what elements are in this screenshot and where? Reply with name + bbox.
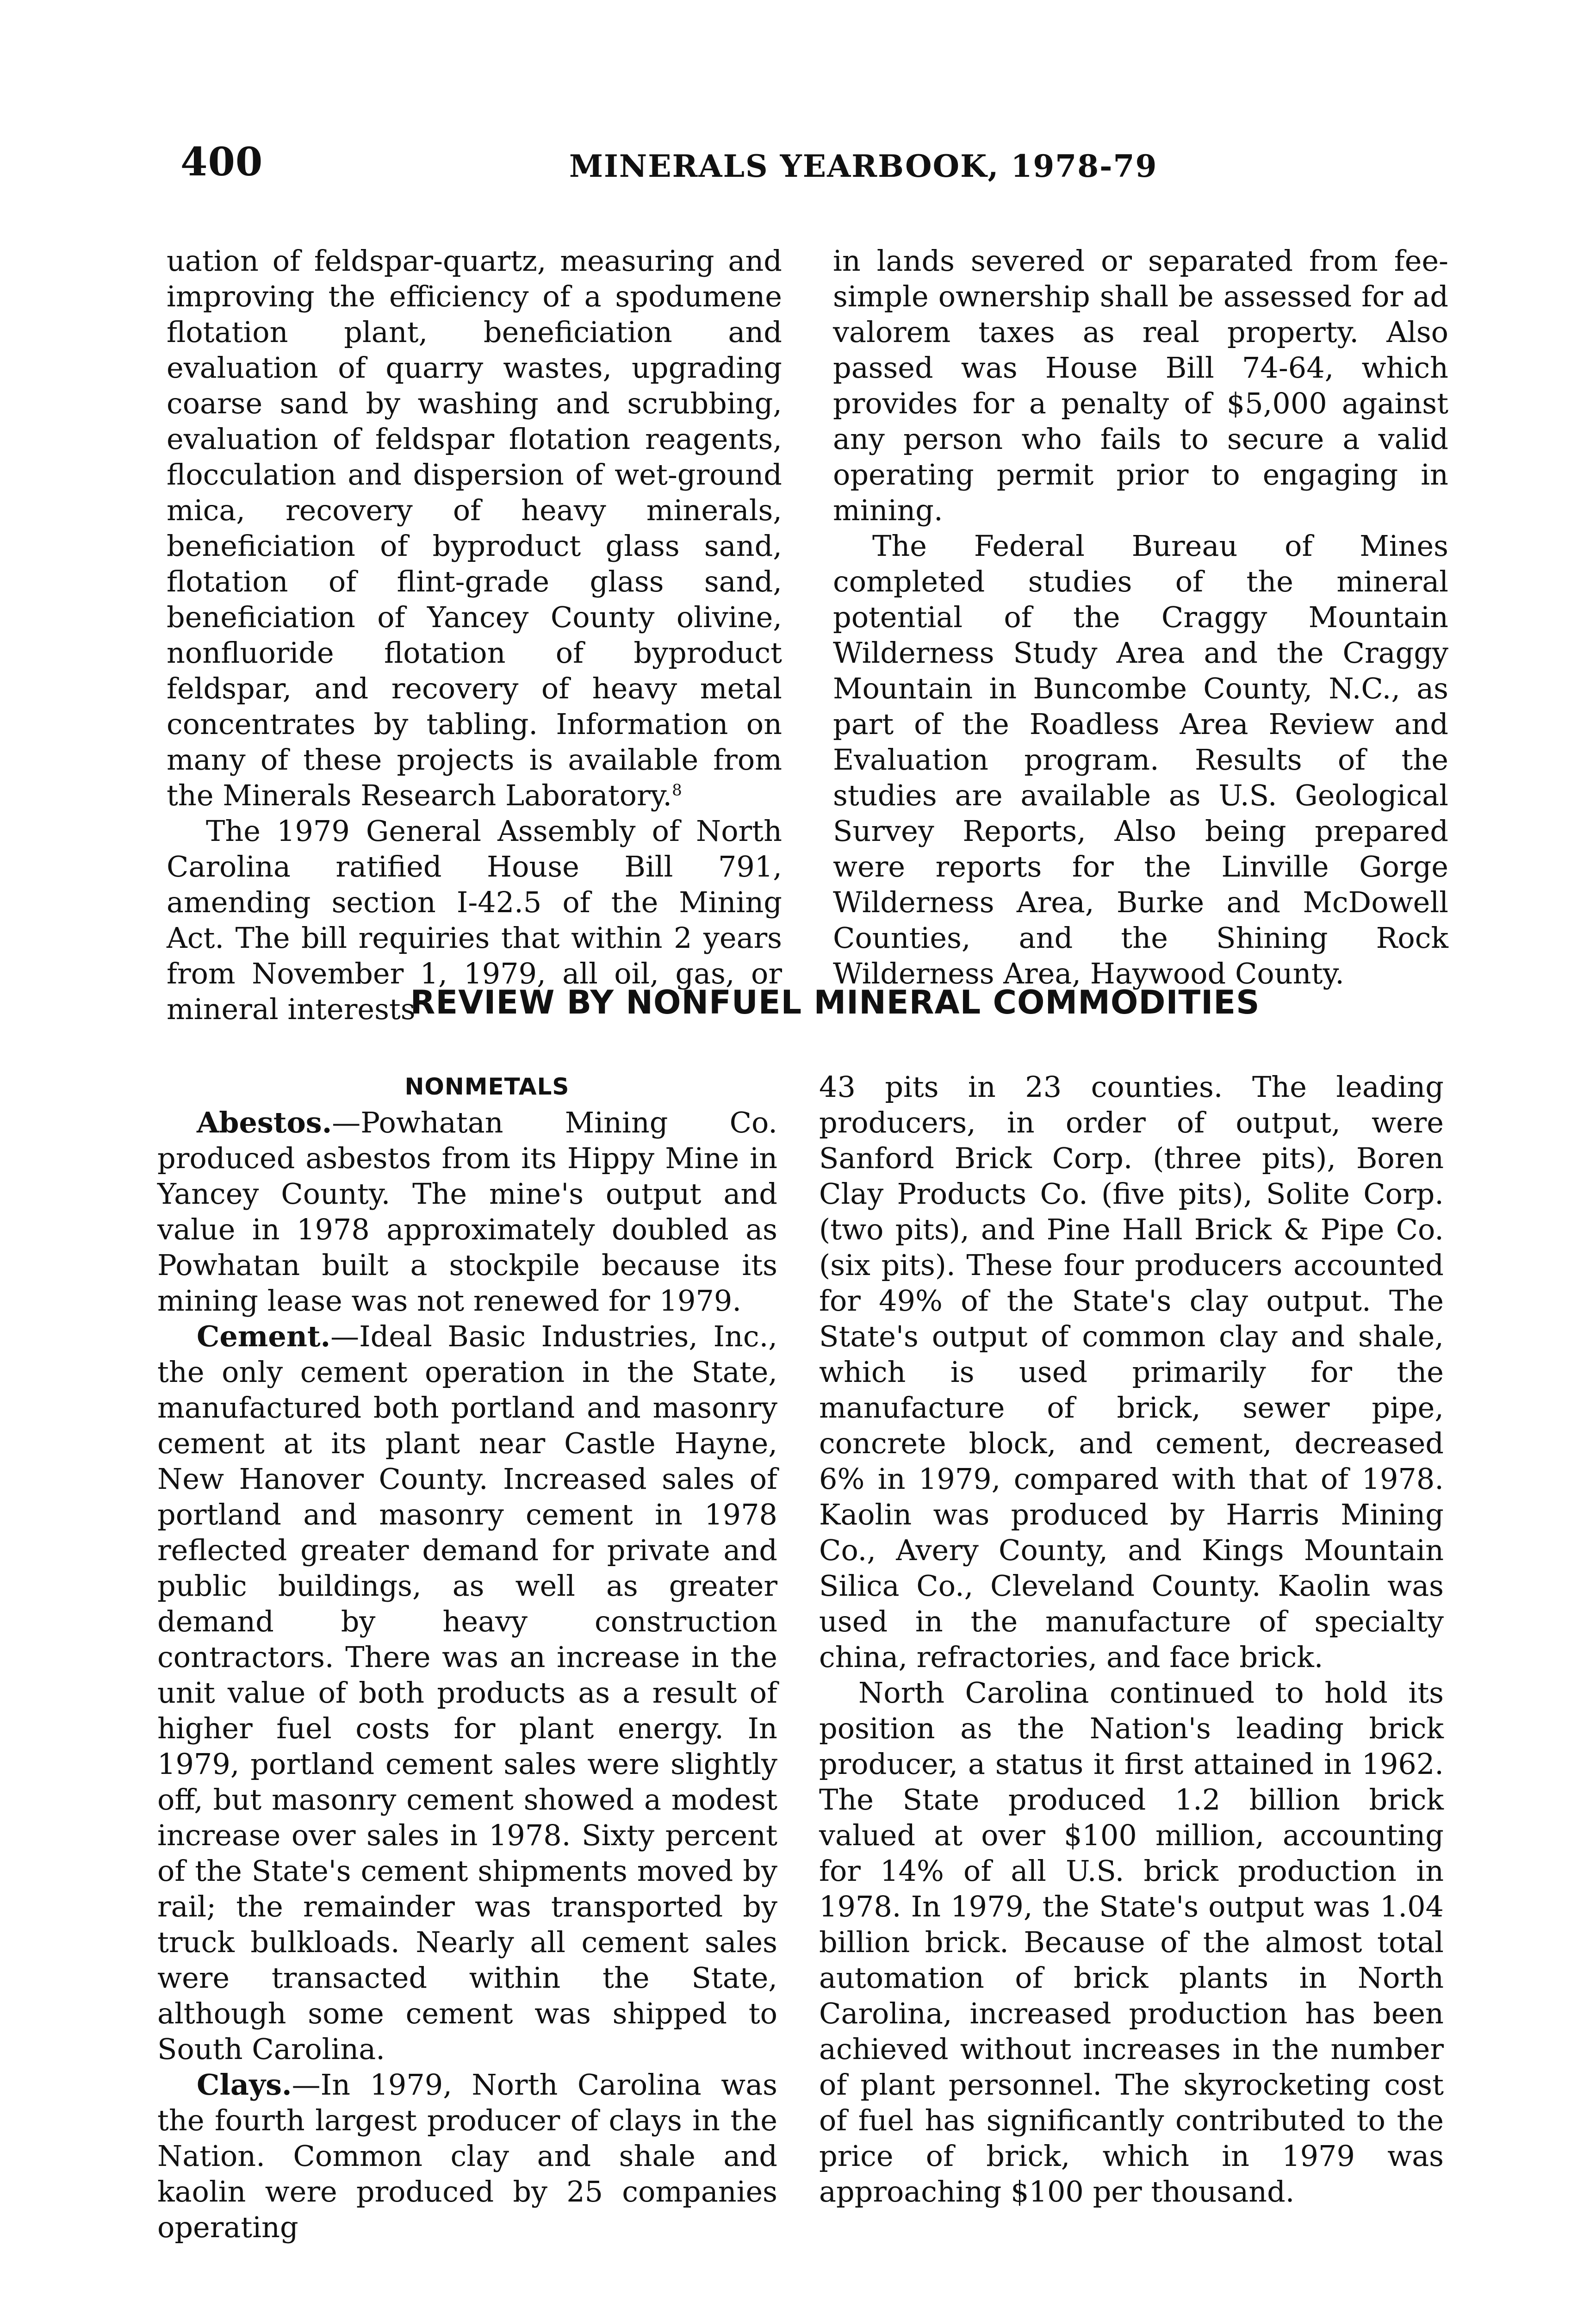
paragraph: in lands severed or separated from fee-simple ownership shall be assessed for ad valorem taxes as real property. Also passed was House Bill 74-64, which provides for a penalty of $5,000 against any person who fails to secure a valid operating permit prior to engaging in mining. [833, 244, 1448, 527]
column-bottom-left [157, 1069, 777, 2245]
paragraph [167, 243, 782, 813]
paragraph-text: —Powhatan Mining Co. produced asbestos from its Hippy Mine in Yancey County. The mine's output and value in 1978 approximately doubled as Powhatan built a stockpile because its mining lease was not renewed for 1979. [157, 1106, 777, 1318]
paragraph: 43 pits in 23 counties. The leading producers, in order of output, were Sanford Brick Corp. (three pits), Boren Clay Products Co. (five pits), Solite Corp. (two pits), and Pine Hall Brick & Pipe Co. (six pits). These four producers accounted for 49% of the State's clay output. The State's output of common clay and shale, which is used primarily for the manufacture of brick, sewer pipe, concrete block, and cement, decreased 6% in 1979, compared with that of 1978. Kaolin was produced by Harris Mining Co., Avery County, and Kings Mountain Silica Co., Cleveland County. Kaolin was used in the manufacture of specialty china, refractories, and face brick. [819, 1070, 1444, 1674]
column-top-left [167, 243, 782, 1027]
paragraph-cement [157, 1319, 777, 2067]
paragraph-text: —Ideal Basic Industries, Inc., the only cement operation in the State, manufactured both portland and masonry cement at its plant near Castle Hayne, New Hanover County. Increased sales of portland and masonry cement in 1978 reflected greater demand for private and public buildings, as well as greater demand by heavy construction contractors. There was an increase in the unit value of both products as a result of higher fuel costs for plant energy. In 1979, portland cement sales were slightly off, but masonry cement showed a modest increase over sales in 1978. Sixty percent of the State's cement shipments moved by rail; the remainder was transported by truck bulkloads. Nearly all cement sales were transacted within the State, although some cement was shipped to South Carolina. [157, 1319, 777, 2066]
column-bottom-right [819, 1069, 1444, 2209]
footnote-marker: 8 [672, 781, 682, 800]
term-clays: Clays. [197, 2068, 292, 2102]
paragraph: The 1979 General Assembly of North Carolina ratified House Bill 791, amending section I-42.5 of the Mining Act. The bill requiries that within 2 years from November 1, 1979, all oil, gas, or mineral interests [167, 814, 782, 1026]
term-cement: Cement. [197, 1319, 331, 1353]
subheading-nonmetals: NONMETALS [404, 1073, 570, 1100]
page-number: 400 [180, 139, 263, 185]
running-title: MINERALS YEARBOOK, 1978-79 [569, 148, 1158, 184]
paragraph: The Federal Bureau of Mines completed studies of the mineral potential of the Craggy Mountain Wilderness Study Area and the Craggy Mountain in Buncombe County, N.C., as part of the Roadless Area Review and Evaluation program. Results of the studies are available as U.S. Geological Survey Reports, Also being prepared were reports for the Linville Gorge Wilderness Area, Burke and McDowell Counties, and the Shining Rock Wilderness Area, Haywood County. [833, 529, 1448, 990]
term-abestos: Abestos. [197, 1106, 332, 1139]
paragraph-abestos [157, 1105, 777, 1319]
paragraph: North Carolina continued to hold its position as the Nation's leading brick producer, a status it first attained in 1962. The State produced 1.2 billion brick valued at over $100 million, accounting for 14% of all U.S. brick production in 1978. In 1979, the State's output was 1.04 billion brick. Because of the almost total automation of brick plants in North Carolina, increased production has been achieved without increases in the number of plant personnel. The skyrocketing cost of fuel has significantly contributed to the price of brick, which in 1979 was approaching $100 per thousand. [819, 1676, 1444, 2208]
section-heading: REVIEW BY NONFUEL MINERAL COMMODITIES [410, 983, 1260, 1021]
paragraph-clays [157, 2067, 777, 2245]
paragraph-text: uation of feldspar-quartz, measuring and improving the efficiency of a spodumene flotation plant, beneficiation and evaluation of quarry wastes, upgrading coarse sand by washing and scrubbing, evaluation of feldspar flotation reagents, flocculation and dispersion of wet-ground mica, recovery of heavy minerals, beneficiation of byproduct glass sand, flotation of flint-grade glass sand, beneficiation of Yancey County olivine, nonfluoride flotation of byproduct feldspar, and recovery of heavy metal concentrates by tabling. Information on many of these projects is available from the Minerals Research Laboratory. [167, 244, 782, 812]
paragraph-text: —In 1979, North Carolina was the fourth largest producer of clays in the Nation. Common clay and shale and kaolin were produced by 25 companies operating [157, 2068, 777, 2244]
column-top-right [833, 243, 1448, 991]
